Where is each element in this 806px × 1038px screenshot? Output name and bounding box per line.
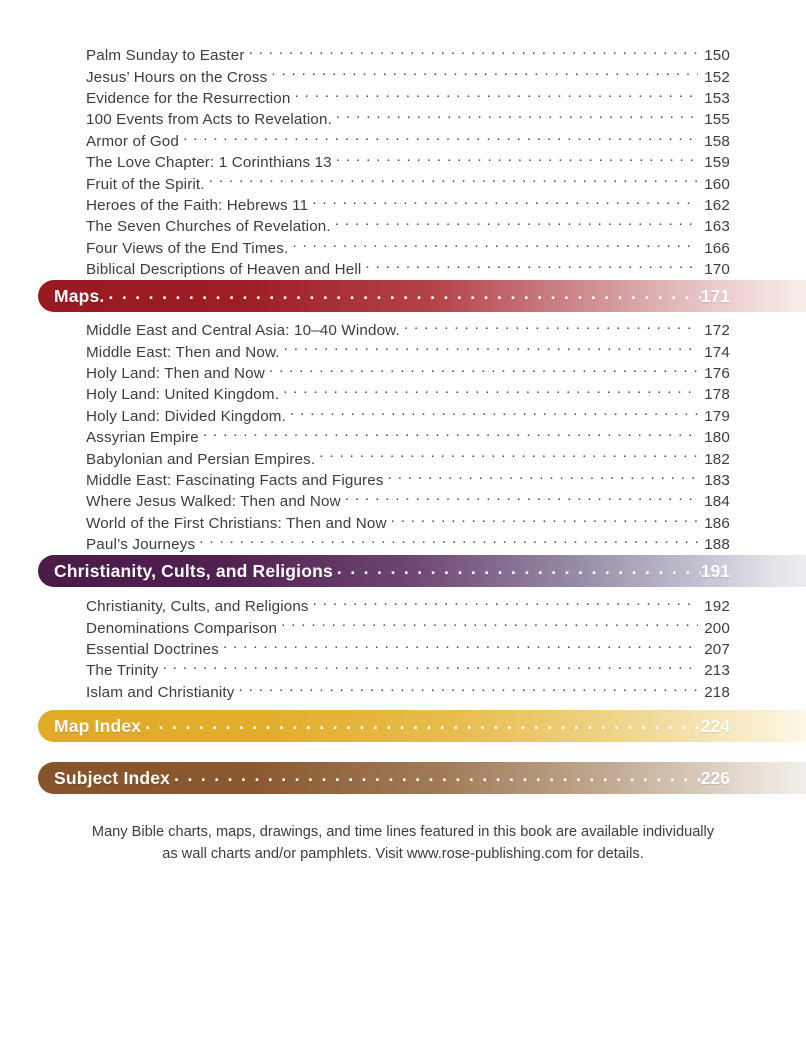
toc-entry-page: 186 [704, 514, 730, 532]
toc-entry[interactable] [86, 384, 730, 405]
toc-entry-title: Fruit of the Spirit. [86, 175, 205, 193]
toc-entry[interactable] [86, 534, 730, 555]
entry-list-christianity [86, 596, 730, 703]
leader-dots [271, 66, 698, 81]
leader-dots [335, 216, 698, 231]
section-bar-title: Subject Index [54, 767, 171, 788]
leader-dots [163, 660, 698, 675]
toc-entry-title: Heroes of the Faith: Hebrews 11 [86, 196, 309, 214]
leader-dots [336, 109, 698, 124]
entries-christianity [86, 596, 730, 703]
toc-entry-page: 153 [704, 89, 730, 107]
toc-entry[interactable] [86, 341, 730, 362]
toc-entry-title: Christianity, Cults, and Religions [86, 598, 309, 616]
toc-entry[interactable] [86, 45, 730, 66]
toc-entry[interactable] [86, 470, 730, 491]
leader-dots [388, 470, 698, 485]
section-bar-subject-index[interactable] [38, 762, 806, 794]
toc-entry-title: Middle East and Central Asia: 10–40 Window. [86, 322, 400, 340]
toc-entry-page: 192 [704, 598, 730, 616]
toc-entry-page: 152 [704, 68, 730, 86]
section-bar-title: Maps. [54, 285, 105, 306]
leader-dots [183, 131, 698, 146]
toc-entry-title: Denominations Comparison [86, 619, 278, 637]
toc-entry[interactable] [86, 131, 730, 152]
toc-entry-title: The Love Chapter: 1 Corinthians 13 [86, 154, 332, 172]
toc-entry-title: Holy Land: Divided Kingdom. [86, 407, 286, 425]
toc-entry-title: Holy Land: United Kingdom. [86, 386, 280, 404]
leader-dots [391, 513, 698, 528]
leader-dots [290, 406, 698, 421]
entry-list-maps [86, 320, 730, 555]
leader-dots [294, 88, 698, 103]
section-bar-page: 171 [700, 285, 730, 306]
footer-note-line-1: Many Bible charts, maps, drawings, and time lines featured in this book are available individually [91, 824, 715, 840]
toc-entry-title: Four Views of the End Times. [86, 239, 289, 257]
toc-entry-page: 158 [704, 132, 730, 150]
toc-entry-title: Essential Doctrines [86, 640, 219, 658]
toc-entry-title: Armor of God [86, 132, 179, 150]
toc-entry[interactable] [86, 617, 730, 638]
toc-entry[interactable] [86, 88, 730, 109]
toc-entry-page: 155 [704, 111, 730, 129]
toc-entry-page: 163 [704, 218, 730, 236]
toc-entry-title: Babylonian and Persian Empires. [86, 450, 316, 468]
toc-entry[interactable] [86, 259, 730, 280]
leader-dots [269, 363, 698, 378]
toc-entry[interactable] [86, 66, 730, 87]
toc-entry-page: 218 [704, 683, 730, 701]
toc-entry-page: 188 [704, 536, 730, 554]
toc-entry[interactable] [86, 195, 730, 216]
leader-dots [404, 320, 698, 335]
toc-entry[interactable] [86, 406, 730, 427]
toc-entry[interactable] [86, 109, 730, 130]
toc-entry[interactable] [86, 363, 730, 384]
toc-entry-page: 166 [704, 239, 730, 257]
leader-dots [108, 287, 700, 305]
leader-dots [223, 639, 698, 654]
toc-entry-page: 174 [704, 343, 730, 361]
toc-entry[interactable] [86, 660, 730, 681]
toc-entry-page: 170 [704, 261, 730, 279]
toc-entry-page: 172 [704, 322, 730, 340]
section-bar-christianity-cults-religions[interactable] [38, 555, 806, 587]
toc-entry[interactable] [86, 596, 730, 617]
section-bar-page: 191 [700, 560, 730, 581]
toc-entry-title: Assyrian Empire [86, 429, 199, 447]
toc-entry-page: 162 [704, 196, 730, 214]
toc-entry-page: 179 [704, 407, 730, 425]
section-bar-map-index[interactable] [38, 710, 806, 742]
leader-dots [336, 152, 698, 167]
toc-entry-title: Evidence for the Resurrection [86, 89, 291, 107]
toc-entry-title: World of the First Christians: Then and Now [86, 514, 387, 532]
leader-dots [313, 596, 698, 611]
toc-entry-page: 183 [704, 471, 730, 489]
leader-dots [199, 534, 698, 549]
section-bar-maps[interactable] [38, 280, 806, 312]
toc-entry-title: Middle East: Then and Now. [86, 343, 280, 361]
toc-entry[interactable] [86, 491, 730, 512]
section-bar-title: Map Index [54, 715, 142, 736]
leader-dots [312, 195, 698, 210]
leader-dots [284, 341, 698, 356]
entry-list-continued-charts [86, 45, 730, 280]
leader-dots [345, 491, 698, 506]
toc-entry-page: 207 [704, 640, 730, 658]
toc-entry[interactable] [86, 173, 730, 194]
leader-dots [239, 682, 698, 697]
leader-dots [209, 173, 698, 188]
section-bar-page: 224 [700, 715, 730, 736]
leader-dots [365, 259, 698, 274]
toc-entry[interactable] [86, 320, 730, 341]
leader-dots [283, 384, 698, 399]
toc-entry-title: Jesus’ Hours on the Cross [86, 68, 268, 86]
toc-entry-title: The Trinity [86, 662, 159, 680]
toc-entry-title: Holy Land: Then and Now [86, 364, 265, 382]
toc-entry-page: 184 [704, 493, 730, 511]
toc-entry-title: Where Jesus Walked: Then and Now [86, 493, 341, 511]
toc-entry-title: Biblical Descriptions of Heaven and Hell [86, 261, 362, 279]
toc-entry-page: 159 [704, 154, 730, 172]
entries-maps [86, 320, 730, 555]
toc-entry-page: 176 [704, 364, 730, 382]
toc-entry[interactable] [86, 152, 730, 173]
toc-entry-page: 200 [704, 619, 730, 637]
toc-entry[interactable] [86, 448, 730, 469]
leader-dots [145, 717, 701, 735]
toc-entry-title: The Seven Churches of Revelation. [86, 218, 331, 236]
leader-dots [337, 562, 701, 580]
toc-entry-page: 160 [704, 175, 730, 193]
leader-dots [249, 45, 698, 60]
leader-dots [319, 448, 698, 463]
section-bar-page: 226 [700, 767, 730, 788]
section-bar-title: Christianity, Cults, and Religions [54, 560, 333, 581]
toc-entry[interactable] [86, 682, 730, 703]
toc-entry-page: 178 [704, 386, 730, 404]
toc-entry-title: Middle East: Fascinating Facts and Figures [86, 471, 384, 489]
leader-dots [292, 238, 698, 253]
leader-dots [174, 769, 701, 787]
toc-entry-page: 182 [704, 450, 730, 468]
leader-dots [203, 427, 698, 442]
toc-entry-title: 100 Events from Acts to Revelation. [86, 111, 332, 129]
footer-note-line-2: as wall charts and/or pamphlets. Visit www.rose-publishing.com for details. [162, 846, 644, 862]
toc-entry[interactable] [86, 639, 730, 660]
toc-entry[interactable] [86, 238, 730, 259]
toc-entry[interactable] [86, 513, 730, 534]
footer-note [63, 821, 743, 865]
toc-entry[interactable] [86, 216, 730, 237]
toc-entry-title: Palm Sunday to Easter [86, 47, 245, 65]
entries-continued-charts [86, 45, 730, 280]
toc-entry[interactable] [86, 427, 730, 448]
toc-entry-title: Islam and Christianity [86, 683, 235, 701]
toc-entry-page: 180 [704, 429, 730, 447]
toc-entry-page: 150 [704, 47, 730, 65]
toc-entry-page: 213 [704, 662, 730, 680]
toc-entry-title: Paul’s Journeys [86, 536, 196, 554]
leader-dots [281, 617, 698, 632]
